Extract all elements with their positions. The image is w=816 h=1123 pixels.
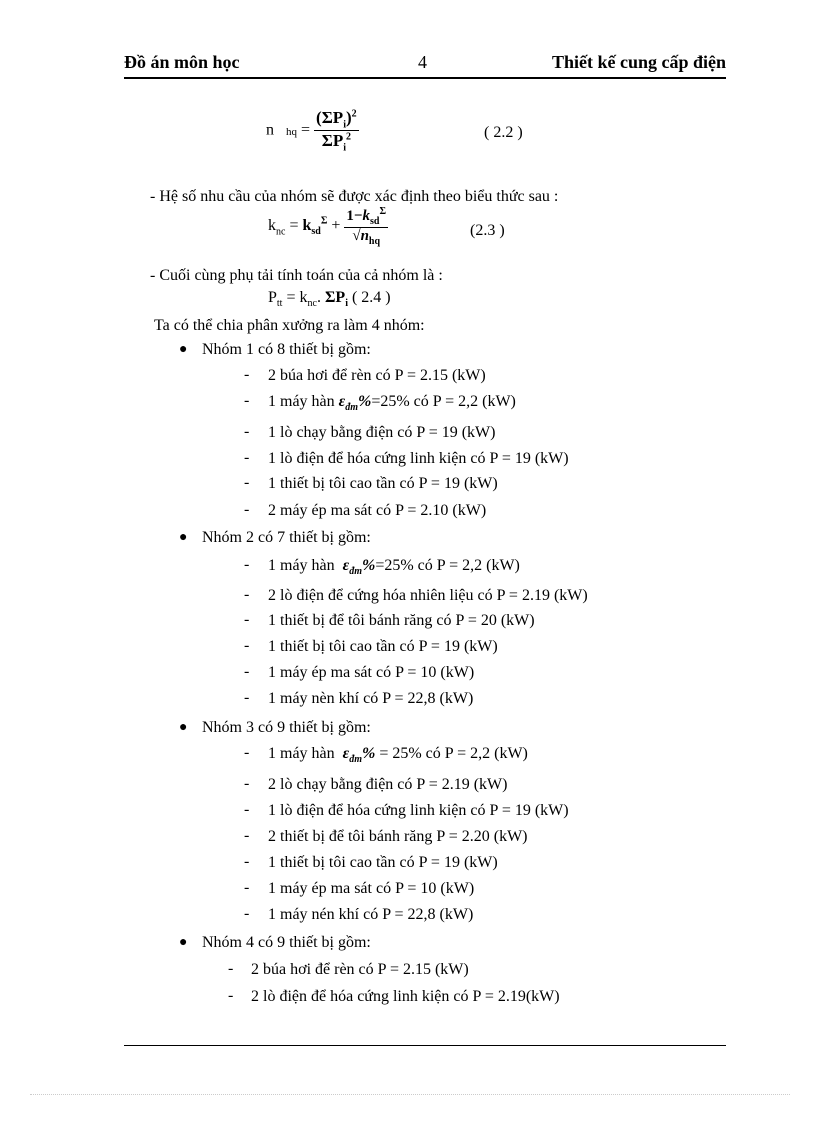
- dash-icon: -: [228, 960, 234, 977]
- equation-2-3: $k_{nc} = k_{sd}^\Sigma$ + $\frac{1-k_{sd}^\Sigma}{√n_{hq}}$: [268, 206, 386, 247]
- dash-icon: -: [244, 801, 250, 818]
- equation-2-4: $P_{tt} = k_{nc}$. $\Sigma P_i$ ( 2.4 ): [268, 289, 391, 310]
- list-item: 2 thiết bị để tôi bánh răng P = 2.20 (kW): [268, 828, 528, 845]
- list-item: 2 lò điện để cứng hóa nhiên liệu có P = 2.19 (kW): [268, 587, 588, 604]
- dash-icon: -: [244, 392, 250, 409]
- dash-icon: -: [244, 744, 250, 761]
- group-2-title: Nhóm 2 có 7 thiết bị gồm:: [202, 529, 371, 546]
- dash-icon: -: [244, 423, 250, 440]
- list-item: 1 máy nèn khí có P = 22,8 (kW): [268, 690, 474, 707]
- group-1-title: Nhóm 1 có 8 thiết bị gồm:: [202, 341, 371, 358]
- group-3-title: Nhóm 3 có 9 thiết bị gồm:: [202, 719, 371, 736]
- dash-icon: -: [244, 449, 250, 466]
- header-title: Thiết kế cung cấp điện: [551, 52, 726, 72]
- footer-rule: [124, 1045, 726, 1046]
- equation-2-2: n hq = $\frac{(\Sigma P_i)^2}{\Sigma P_i^2}$: [266, 108, 357, 154]
- dash-icon: -: [244, 775, 250, 792]
- equation-2-3-label: (2.3 ): [470, 222, 505, 239]
- intro-groups: Ta có thể chia phân xưởng ra làm 4 nhóm:: [154, 317, 425, 334]
- header-rule: [124, 77, 726, 79]
- page-number: 4: [418, 52, 427, 72]
- dash-icon: -: [244, 611, 250, 628]
- list-item: 1 máy nén khí có P = 22,8 (kW): [268, 906, 474, 923]
- group-4-title: Nhóm 4 có 9 thiết bị gồm:: [202, 934, 371, 951]
- list-item: 2 lò chạy bằng điện có P = 2.19 (kW): [268, 776, 508, 793]
- intro-load-calc: - Cuối cùng phụ tải tính toán của cả nhóm là :: [150, 267, 443, 284]
- intro-demand-factor: - Hệ số nhu cầu của nhóm sẽ được xác định theo biểu thức sau :: [150, 188, 559, 205]
- list-item: 1 máy hàn $\varepsilon_{đm}\%=25\%$ có P = 2,2 (kW): [268, 393, 516, 414]
- list-item: 2 máy ép ma sát có P = 2.10 (kW): [268, 502, 487, 519]
- list-item: 1 máy ép ma sát có P = 10 (kW): [268, 664, 475, 681]
- dash-icon: -: [244, 853, 250, 870]
- bullet-icon: ●: [179, 530, 188, 545]
- dash-icon: -: [244, 556, 250, 573]
- list-item: 2 búa hơi để rèn có P = 2.15 (kW): [251, 961, 469, 978]
- bullet-icon: ●: [179, 720, 188, 735]
- list-item: 1 máy hàn $\varepsilon_{đm}\% = 25\%$ có P = 2,2 (kW): [268, 745, 528, 766]
- list-item: 2 búa hơi để rèn có P = 2.15 (kW): [268, 367, 486, 384]
- equation-2-4-label: ( 2.4 ): [351, 289, 391, 306]
- dash-icon: -: [244, 663, 250, 680]
- dash-icon: -: [244, 586, 250, 603]
- dash-icon: -: [244, 366, 250, 383]
- dash-icon: -: [244, 827, 250, 844]
- list-item: 1 máy hàn $\varepsilon_{đm}\%=25\%$ có P = 2,2 (kW): [268, 557, 520, 578]
- page-break-rule: [30, 1094, 790, 1095]
- page-header: [124, 52, 726, 78]
- dash-icon: -: [244, 905, 250, 922]
- list-item: 2 lò điện để hóa cứng linh kiện có P = 2.19(kW): [251, 988, 560, 1005]
- list-item: 1 lò điện để hóa cứng linh kiện có P = 19 (kW): [268, 450, 569, 467]
- list-item: 1 thiết bị tôi cao tần có P = 19 (kW): [268, 475, 498, 492]
- list-item: 1 thiết bị để tôi bánh răng có P = 20 (kW): [268, 612, 535, 629]
- list-item: 1 lò điện để hóa cứng linh kiện có P = 19 (kW): [268, 802, 569, 819]
- header-course: Đồ án môn học: [124, 52, 240, 72]
- dash-icon: -: [244, 689, 250, 706]
- equation-2-2-label: ( 2.2 ): [484, 124, 523, 141]
- dash-icon: -: [244, 879, 250, 896]
- list-item: 1 lò chạy bằng điện có P = 19 (kW): [268, 424, 496, 441]
- list-item: 1 máy ép ma sát có P = 10 (kW): [268, 880, 475, 897]
- dash-icon: -: [244, 637, 250, 654]
- bullet-icon: ●: [179, 342, 188, 357]
- list-item: 1 thiết bị tôi cao tần có P = 19 (kW): [268, 854, 498, 871]
- bullet-icon: ●: [179, 935, 188, 950]
- list-item: 1 thiết bị tôi cao tần có P = 19 (kW): [268, 638, 498, 655]
- dash-icon: -: [228, 987, 234, 1004]
- dash-icon: -: [244, 501, 250, 518]
- dash-icon: -: [244, 474, 250, 491]
